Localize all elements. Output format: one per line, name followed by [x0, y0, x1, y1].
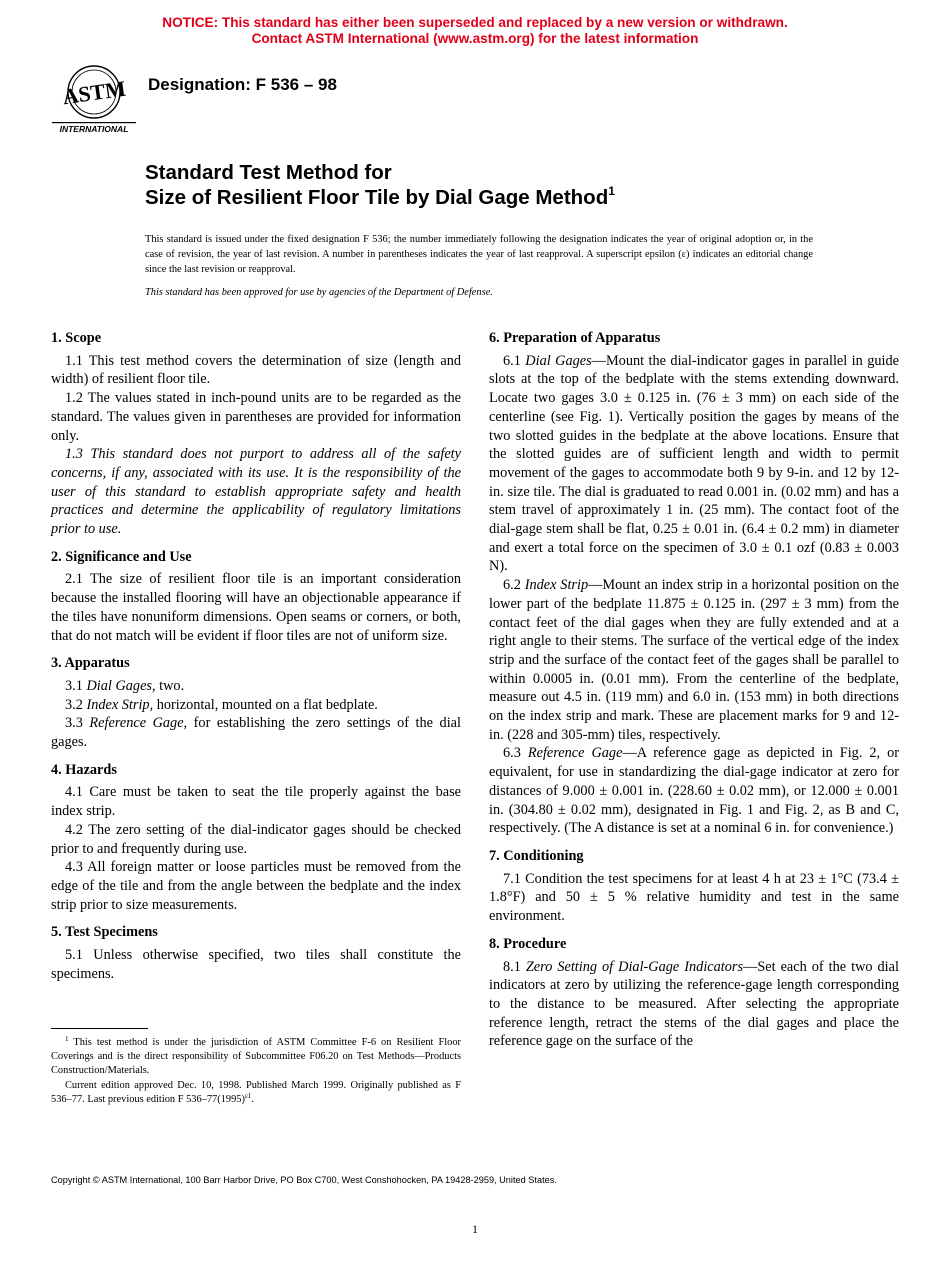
notice-line-1: NOTICE: This standard has either been superseded and replaced by a new version or withdrawn. — [162, 15, 788, 30]
title-footnote-mark: 1 — [608, 184, 615, 198]
paragraph-6-3: 6.3 Reference Gage—A reference gage as depicted in Fig. 2, or equivalent, for use in standardizing the dial-gage indicator at zero for distances of 9.000 ± 0.001 in. (228.60 ± 0.02 mm), or 12.000 ± 0.001 in. (304.80 ± 0.02 mm), designated in Fig. 1 and Fig. 2, as B and C, respectively. (The A distance is set at a nominal 6 in. for convenience.) — [489, 745, 899, 837]
footnote-1: $^1$ This test method is under the jurisdiction of ASTM Committee F-6 on Resilient Floor Coverings and is the direct responsibility of Subcommittee F06.20 on Test Methods—Products Construction/Materials. — [51, 1035, 461, 1076]
section-heading: 5. Test Specimens — [51, 924, 158, 941]
notice-line-2: Contact ASTM International (www.astm.org) for the latest information — [251, 31, 699, 46]
paragraph-4-1: 4.1 Care must be taken to seat the tile properly against the base index strip. — [51, 784, 461, 820]
paragraph-5-1: 5.1 Unless otherwise specified, two tiles shall constitute the specimens. — [51, 947, 461, 982]
paragraph-6-2: 6.2 Index Strip—Mount an index strip in a horizontal position on the lower part of the bedplate 11.875 ± 0.125 in. (297 ± 3 mm) from the contact feet of the dial gages when they are fully extended and at a right angle to their stems. The surface of the vertical edge of the index strip and the surface of the contact feet of the gages shall be parallel to within 0.0005 in. (0.01 mm). From the centerline of the bedplate, measure out 4.5 in. (119 mm) and 6.0 in. (153 mm) in both directions on the index strip and mark. These are placement marks for 9 and 12-in. (228 and 305-mm) tiles, respectively. — [489, 577, 899, 743]
paragraph-1-3: 1.3 This standard does not purport to address all of the safety concerns, if any, associated with its use. It is the responsibility of the user of this standard to establish appropriate safety and health practices and determine the applicability of regulatory limitations prior to use. — [51, 446, 461, 538]
document-title — [145, 160, 615, 210]
section-significance — [51, 548, 461, 646]
left-column — [51, 329, 461, 993]
section-preparation — [489, 329, 899, 838]
paragraph-1-2: 1.2 The values stated in inch-pound units are to be regarded as the standard. The values given in parentheses are provided for information only. — [51, 390, 461, 444]
section-heading: 2. Significance and Use — [51, 548, 192, 565]
section-hazards — [51, 761, 461, 915]
section-specimens — [51, 923, 461, 983]
svg-text:ASTM: ASTM — [60, 75, 128, 110]
section-procedure — [489, 935, 899, 1051]
footnotes — [51, 1036, 461, 1108]
title-line-2: Size of Resilient Floor Tile by Dial Gage Method$^1$ — [145, 184, 615, 209]
section-heading: 6. Preparation of Apparatus — [489, 330, 661, 346]
astm-logo — [52, 62, 136, 136]
notice-banner — [0, 15, 950, 47]
page-number: 1 — [472, 1222, 478, 1236]
svg-text:INTERNATIONAL: INTERNATIONAL — [59, 124, 129, 134]
section-heading: 7. Conditioning — [489, 847, 584, 864]
designation: Designation: F 536 – 98 — [148, 75, 337, 94]
title-line-1: Standard Test Method for — [145, 161, 392, 184]
paragraph-8-1: 8.1 Zero Setting of Dial-Gage Indicators—Set each of the two dial indicators at zero by utilizing the reference-gage length corresponding to the distance to be measured. After selecting the appropriate reference length, retract the stems of the dial gages and place the reference gage on the surface of the — [489, 958, 899, 1050]
section-heading: 1. Scope — [51, 330, 102, 346]
section-heading: 3. Apparatus — [51, 655, 130, 672]
paragraph-3-3: 3.3 Reference Gage, for establishing the zero settings of the dial gages. — [51, 715, 461, 751]
right-column — [489, 329, 899, 1060]
paragraph-1-1: 1.1 This test method covers the determination of size (length and width) of resilient floor tile. — [51, 352, 461, 388]
approval-note: This standard has been approved for use by agencies of the Department of Defense. — [145, 287, 493, 298]
paragraph-3-1: 3.1 Dial Gages, two. — [65, 677, 185, 694]
footnote-edition: Current edition approved Dec. 10, 1998. Published March 1999. Originally published as F 536–77. Last previous edition F $536-77(1995)^{\varepsilon 1}$. — [51, 1080, 461, 1105]
copyright-line: Copyright © ASTM International, 100 Barr Harbor Drive, PO Box C700, West Conshohocken, PA 19428-2959, United States. — [51, 1175, 557, 1185]
paragraph-4-3: 4.3 All foreign matter or loose particles must be removed from the edge of the tile and from the angle between the bedplate and the index strip prior to size measurements. — [51, 859, 461, 913]
paragraph-6-1: 6.1 Dial Gages—Mount the dial-indicator gages in parallel in guide slots at the top of the bedplate with the stems extending downward. Locate two gages 3.0 ± 0.125 in. (76 ± 3 mm) on each side of the centerline (see Fig. 1). Vertically position the gages by means of the two slotted guides in the bedplate at the above locations. Ensure that the slotted guides are of sufficient length and width to permit movement of the gages to accommodate both 9 by 9-in. and 12 by 12-in. size tile. The dial is graduated to read 0.001 in. (0.02 mm) and has a stem travel of approximately 1 in. (25 mm). The contact foot of the dial-gage stem shall be flat, 0.25 ± 0.01 in. (6.4 ± 0.2 mm) in diameter and exert a total force on the specimen of 3.0 ± 0.1 ozf (0.83 ± 0.003 N). — [489, 352, 899, 575]
issuance-note: This standard is issued under the fixed designation F 536; the number immediately following the designation indicates the year of original adoption or, in the case of revision, the year of last revision. A number in parentheses indicates the year of last reapproval. A superscript epsilon (ε) indicates an editorial change since the last revision or reapproval. — [145, 234, 813, 275]
paragraph-7-1: 7.1 Condition the test specimens for at least 4 h at 23 ± 1°C (73.4 ± 1.8°F) and 50 ± 5 % relative humidity and test in the same environment. — [489, 870, 899, 925]
paragraph-2-1: 2.1 The size of resilient floor tile is an important consideration because the installed flooring will have an objectionable appearance if the tiles have nonuniform dimensions. Open seams or corners, or both, that do not match will be evident if floor tiles are not of uniform size. — [51, 571, 461, 644]
section-heading: 8. Procedure — [489, 935, 567, 952]
section-conditioning — [489, 847, 899, 926]
footnote-divider — [51, 1028, 148, 1029]
section-scope — [51, 329, 461, 539]
section-apparatus — [51, 654, 461, 752]
paragraph-3-2: 3.2 Index Strip, horizontal, mounted on a flat bedplate. — [65, 696, 378, 713]
section-heading: 4. Hazards — [51, 761, 117, 778]
astm-logo-icon — [52, 62, 136, 136]
paragraph-4-2: 4.2 The zero setting of the dial-indicator gages should be checked prior to and frequently during use. — [51, 821, 461, 857]
